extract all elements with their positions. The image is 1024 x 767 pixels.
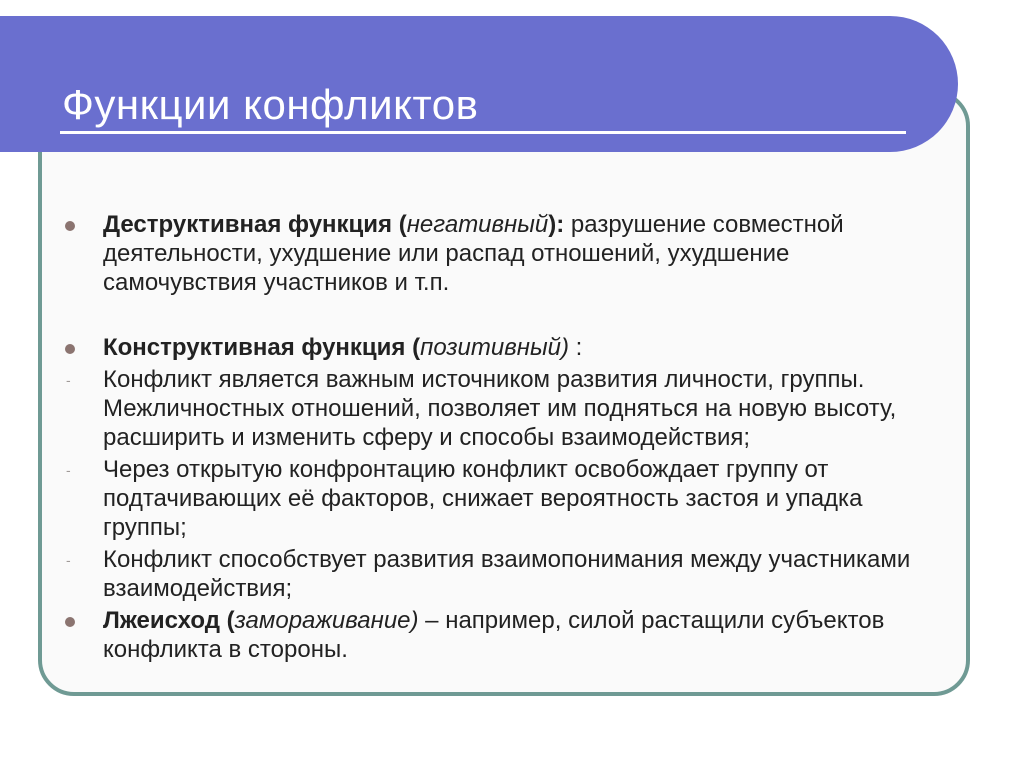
list-item-constructive — [62, 333, 942, 362]
list-item-sub — [62, 365, 942, 452]
item-text: Конфликт способствует развития взаимопонимания между участниками взаимодействия; — [103, 546, 911, 602]
item-qualifier: замораживание) — [234, 607, 419, 634]
list-item-sub — [62, 455, 942, 542]
bullet-dash: - — [66, 372, 71, 388]
item-qualifier: позитивный) — [420, 334, 569, 361]
item-term-close: ): — [548, 211, 565, 238]
item-term: Деструктивная функция ( — [103, 211, 407, 238]
item-qualifier: негативный — [406, 211, 549, 238]
title-underline — [60, 131, 906, 134]
item-term: Лжеисход ( — [103, 607, 235, 634]
bullet-dash: - — [66, 552, 71, 568]
item-text: Через открытую конфронтацию конфликт освобождает группу от подтачивающих её факторов, снижает вероятность застоя и упадка группы; — [103, 456, 863, 541]
item-text: разрушение совместной деятельности, ухудшение или распад отношений, ухудшение самочувствия участников и т.п. — [103, 211, 844, 296]
item-text: Конфликт является важным источником развития личности, группы. Межличностных отношений, позволяет им подняться на новую высоту, расширить и изменить сферу и способы взаимодействия; — [103, 366, 897, 451]
item-text: : — [568, 334, 583, 361]
list-item-sub — [62, 545, 942, 603]
slide-content — [62, 210, 942, 664]
item-text: – например, силой растащили субъектов конфликта в стороны. — [103, 607, 885, 663]
item-term: Конструктивная функция ( — [103, 334, 421, 361]
bullet-dot — [65, 344, 75, 354]
bullet-dash: - — [66, 462, 71, 478]
slide-title: Функции конфликтов — [62, 81, 479, 128]
bullet-dot — [65, 617, 75, 627]
bullet-dot — [65, 221, 75, 231]
list-item-destructive — [62, 210, 942, 297]
list-item-false-outcome — [62, 606, 942, 664]
